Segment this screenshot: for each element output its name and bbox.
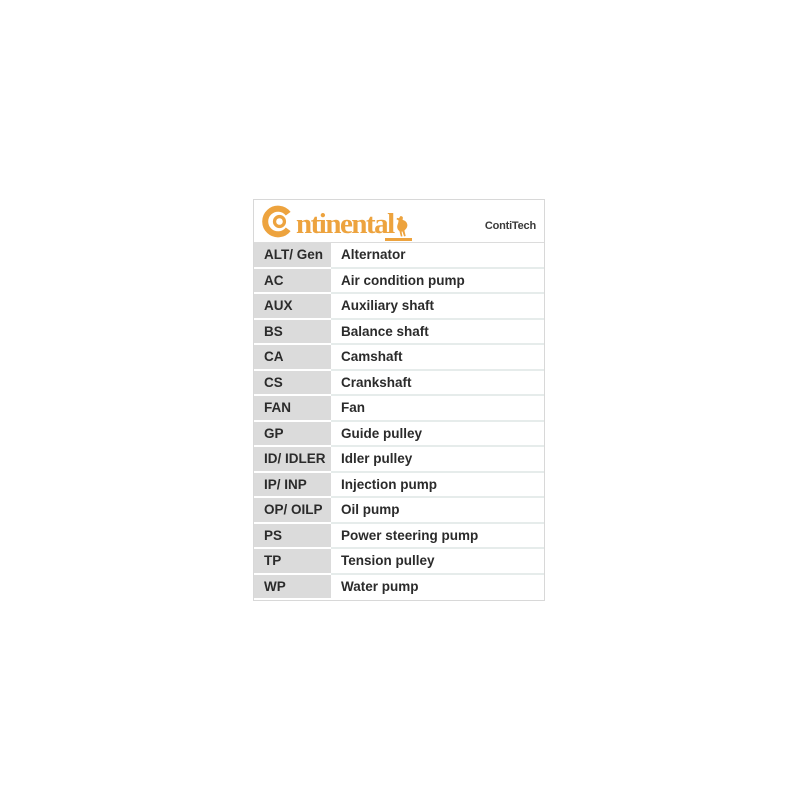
brand-legend-card: [253, 199, 545, 601]
abbr-cell: CA: [254, 345, 331, 371]
label-cell: Fan: [331, 396, 544, 422]
legend-table: [254, 243, 544, 600]
table-row: [254, 269, 544, 295]
abbr-cell: OP/ OILP: [254, 498, 331, 524]
table-row: [254, 294, 544, 320]
table-row: [254, 498, 544, 524]
table-row: [254, 473, 544, 499]
abbr-cell: GP: [254, 422, 331, 448]
horse-baseline: [385, 216, 412, 241]
label-cell: Water pump: [331, 575, 544, 601]
abbr-cell: PS: [254, 524, 331, 550]
label-cell: Power steering pump: [331, 524, 544, 550]
label-cell: Idler pulley: [331, 447, 544, 473]
table-row: [254, 243, 544, 269]
abbr-cell: AC: [254, 269, 331, 295]
abbr-cell: CS: [254, 371, 331, 397]
abbr-cell: FAN: [254, 396, 331, 422]
abbr-cell: ID/ IDLER: [254, 447, 331, 473]
table-row: [254, 524, 544, 550]
label-cell: Crankshaft: [331, 371, 544, 397]
abbr-cell: WP: [254, 575, 331, 601]
continental-c-mark: [262, 205, 295, 238]
label-cell: Tension pulley: [331, 549, 544, 575]
table-row: [254, 549, 544, 575]
label-cell: Injection pump: [331, 473, 544, 499]
label-cell: Guide pulley: [331, 422, 544, 448]
abbr-cell: IP/ INP: [254, 473, 331, 499]
abbr-cell: AUX: [254, 294, 331, 320]
label-cell: Alternator: [331, 243, 544, 269]
continental-wordmark: ntinental: [296, 207, 394, 240]
card-header: [254, 200, 544, 243]
label-cell: Auxiliary shaft: [331, 294, 544, 320]
continental-logo: [262, 205, 412, 238]
horse-icon: [396, 216, 411, 237]
label-cell: Air condition pump: [331, 269, 544, 295]
label-cell: Balance shaft: [331, 320, 544, 346]
table-row: [254, 447, 544, 473]
table-row: [254, 371, 544, 397]
abbr-cell: ALT/ Gen: [254, 243, 331, 269]
table-row: [254, 345, 544, 371]
table-row: [254, 575, 544, 601]
table-row: [254, 422, 544, 448]
label-cell: Camshaft: [331, 345, 544, 371]
contitech-wordmark: ContiTech: [484, 220, 536, 232]
abbr-cell: BS: [254, 320, 331, 346]
table-row: [254, 396, 544, 422]
label-cell: Oil pump: [331, 498, 544, 524]
abbr-cell: TP: [254, 549, 331, 575]
table-row: [254, 320, 544, 346]
